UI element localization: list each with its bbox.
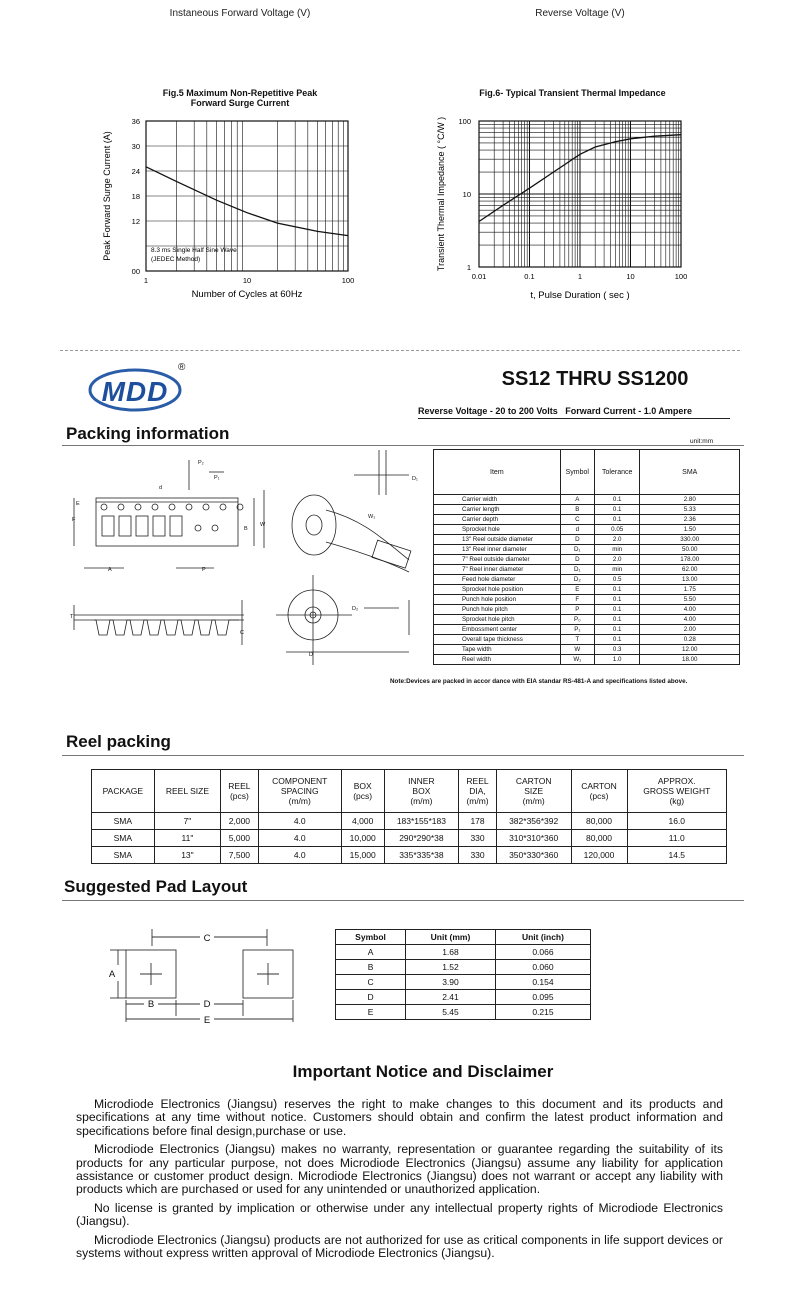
spec-cell: 0.1 bbox=[594, 625, 640, 635]
document-title: SS12 THRU SS1200 bbox=[501, 368, 689, 390]
pad-label-a: A bbox=[108, 969, 116, 980]
reel-header-cell: APPROX. GROSS WEIGHT (kg) bbox=[627, 770, 726, 813]
label-t: T bbox=[70, 614, 74, 620]
spec-cell: Tape width bbox=[434, 645, 561, 655]
reel-header-cell: PACKAGE bbox=[92, 770, 155, 813]
fig5-title-line2: Forward Surge Current bbox=[190, 98, 290, 108]
label-c: C bbox=[240, 630, 244, 636]
subtitle-current: Forward Current - 1.0 Ampere bbox=[565, 406, 692, 416]
spec-cell: 18.00 bbox=[640, 655, 740, 665]
spec-cell: C bbox=[560, 515, 594, 525]
fig6-chart bbox=[430, 96, 700, 302]
spec-cell: Punch hole pitch bbox=[434, 605, 561, 615]
reel-cell: 15,000 bbox=[341, 847, 384, 864]
reel-cell: 80,000 bbox=[571, 830, 627, 847]
spec-header-cell: Item bbox=[434, 450, 561, 495]
pad-cell: 5.45 bbox=[406, 1005, 496, 1020]
spec-cell: Carrier depth bbox=[434, 515, 561, 525]
reel-table-header bbox=[92, 770, 727, 813]
punch-hole bbox=[195, 525, 201, 531]
pad-cell: B bbox=[336, 960, 406, 975]
pad-cell: C bbox=[336, 975, 406, 990]
reel-cell: 4.0 bbox=[258, 813, 341, 830]
spec-cell: W bbox=[560, 645, 594, 655]
fig5-ytick-label: 36 bbox=[131, 117, 140, 126]
fig6-ytick-label: 100 bbox=[458, 117, 471, 126]
sprocket-hole bbox=[152, 504, 158, 510]
fig5-xtick-label: 100 bbox=[341, 276, 355, 285]
label-b: B bbox=[244, 526, 248, 532]
spec-cell: D bbox=[560, 555, 594, 565]
pad-section-rule bbox=[62, 900, 744, 901]
spec-cell: A bbox=[560, 495, 594, 505]
label-p: P bbox=[202, 567, 206, 573]
reel-cell: 290*290*38 bbox=[384, 830, 459, 847]
spec-cell: D bbox=[560, 535, 594, 545]
table-row bbox=[336, 1005, 591, 1020]
label-w: W bbox=[260, 522, 266, 528]
table-row bbox=[336, 975, 591, 990]
pad-cell: E bbox=[336, 1005, 406, 1020]
reel-cell: 4.0 bbox=[258, 830, 341, 847]
spec-cell: 1.0 bbox=[594, 655, 640, 665]
mdd-logo bbox=[88, 360, 188, 412]
table-row bbox=[434, 635, 740, 645]
spec-cell: d bbox=[560, 525, 594, 535]
fig5-ytick-label: 12 bbox=[131, 217, 140, 226]
spec-cell: 0.5 bbox=[594, 575, 640, 585]
table-row bbox=[434, 505, 740, 515]
spec-cell: P bbox=[560, 605, 594, 615]
spec-cell: Sprocket hole position bbox=[434, 585, 561, 595]
spec-header-cell: Symbol bbox=[560, 450, 594, 495]
spec-cell: 2.0 bbox=[594, 555, 640, 565]
carrier-pocket bbox=[136, 516, 148, 536]
table-row bbox=[434, 645, 740, 655]
fig5-note-line2: (JEDEC Method) bbox=[151, 256, 201, 263]
label-d-hole: d bbox=[159, 485, 163, 491]
fig5-ylabel: Peak Forward Surge Current (A) bbox=[102, 131, 112, 261]
spec-cell: Embossment center bbox=[434, 625, 561, 635]
table-row bbox=[92, 830, 727, 847]
spec-cell: 0.1 bbox=[594, 585, 640, 595]
reel-header-cell: CARTON SIZE (m/m) bbox=[496, 770, 571, 813]
spec-cell: min bbox=[594, 565, 640, 575]
pad-label-c: C bbox=[203, 933, 211, 944]
spec-cell: 1.75 bbox=[640, 585, 740, 595]
packing-section-title: Packing information bbox=[66, 424, 230, 443]
reel-cell: SMA bbox=[92, 813, 155, 830]
pad-cell: 0.066 bbox=[495, 945, 590, 960]
reel-header-cell: REEL SIZE bbox=[154, 770, 220, 813]
fig6-ytick-label: 10 bbox=[462, 190, 471, 199]
spec-cell: Sprocket hole bbox=[434, 525, 561, 535]
label-d1: D₁ bbox=[412, 476, 418, 482]
pad-cell: D bbox=[336, 990, 406, 1005]
packing-note: Note:Devices are packed in accor dance with EIA standar RS-481-A and specifications listed above. bbox=[390, 678, 688, 685]
reel-cell: 2,000 bbox=[221, 813, 259, 830]
spec-cell: 2.00 bbox=[640, 625, 740, 635]
spec-cell: 0.3 bbox=[594, 645, 640, 655]
spec-cell: 0.28 bbox=[640, 635, 740, 645]
table-row bbox=[92, 813, 727, 830]
label-p1: P₁ bbox=[214, 475, 220, 481]
reel-cell: 183*155*183 bbox=[384, 813, 459, 830]
pad-cell: 1.52 bbox=[406, 960, 496, 975]
reel-packing-table bbox=[91, 769, 727, 864]
label-e: E bbox=[76, 501, 80, 507]
spec-cell: min bbox=[594, 545, 640, 555]
spec-cell: 7" Reel outside diameter bbox=[434, 555, 561, 565]
spec-cell: Sprocket hole pitch bbox=[434, 615, 561, 625]
fig5-title bbox=[140, 88, 340, 108]
reel-header-cell: INNER BOX (m/m) bbox=[384, 770, 459, 813]
reel-cell: 7,500 bbox=[221, 847, 259, 864]
spec-cell: 5.33 bbox=[640, 505, 740, 515]
spec-cell: Punch hole position bbox=[434, 595, 561, 605]
pad-label-b: B bbox=[147, 999, 155, 1010]
sprocket-hole bbox=[186, 504, 192, 510]
unit-label: unit:mm bbox=[690, 438, 714, 445]
spec-cell: 13.00 bbox=[640, 575, 740, 585]
table-row bbox=[434, 545, 740, 555]
carrier-pocket bbox=[170, 516, 182, 536]
pad-dimension-table bbox=[335, 929, 591, 1020]
spec-cell: F bbox=[560, 595, 594, 605]
spec-cell: 2.0 bbox=[594, 535, 640, 545]
spec-cell: 330.00 bbox=[640, 535, 740, 545]
spec-table-header bbox=[434, 450, 740, 495]
pad-cell: 0.215 bbox=[495, 1005, 590, 1020]
sprocket-hole bbox=[169, 504, 175, 510]
packing-section-rule bbox=[62, 445, 744, 446]
spec-cell: Overall tape thickness bbox=[434, 635, 561, 645]
fig6-xlabel: t, Pulse Duration ( sec ) bbox=[530, 290, 630, 301]
fig6-ytick-label: 1 bbox=[466, 263, 471, 272]
logo-text: MDD bbox=[101, 376, 169, 407]
pad-cell: 0.095 bbox=[495, 990, 590, 1005]
spec-cell: Carrier length bbox=[434, 505, 561, 515]
fig6-xtick-label: 0.01 bbox=[471, 272, 487, 281]
pad-cell: 0.060 bbox=[495, 960, 590, 975]
reel-cell: 310*310*360 bbox=[496, 830, 571, 847]
pad-cell: 3.90 bbox=[406, 975, 496, 990]
fig5-chart bbox=[96, 112, 366, 302]
pad-header-cell: Unit (inch) bbox=[495, 930, 590, 945]
table-row bbox=[434, 555, 740, 565]
table-row bbox=[434, 655, 740, 665]
spec-header-cell: SMA bbox=[640, 450, 740, 495]
spec-cell: P₀ bbox=[560, 615, 594, 625]
previous-chart-xlabel-right: Reverse Voltage (V) bbox=[535, 8, 625, 19]
table-row bbox=[434, 575, 740, 585]
registered-mark: ® bbox=[178, 362, 186, 373]
table-row bbox=[434, 515, 740, 525]
table-row bbox=[336, 960, 591, 975]
fig6-xtick-label: 100 bbox=[674, 272, 688, 281]
label-a: A bbox=[108, 567, 112, 573]
spec-cell: 50.00 bbox=[640, 545, 740, 555]
reel-cell: 120,000 bbox=[571, 847, 627, 864]
spec-cell: B bbox=[560, 505, 594, 515]
spec-cell: E bbox=[560, 585, 594, 595]
reel-header-cell: REEL DIA, (m/m) bbox=[459, 770, 497, 813]
fig6-xtick-label: 0.1 bbox=[524, 272, 535, 281]
reel-cell: 4,000 bbox=[341, 813, 384, 830]
fig5-ytick-label: 30 bbox=[131, 142, 140, 151]
reel-cell: 14.5 bbox=[627, 847, 726, 864]
notice-paragraph-3: No license is granted by implication or otherwise under any intellectual property rights of Microdiode Electronics (Jiangsu). bbox=[76, 1200, 723, 1229]
reel-cell: 178 bbox=[459, 813, 497, 830]
reel-cell: 335*335*38 bbox=[384, 847, 459, 864]
spec-cell: 2.36 bbox=[640, 515, 740, 525]
pad-cell: A bbox=[336, 945, 406, 960]
spec-cell: 0.1 bbox=[594, 515, 640, 525]
spec-cell: 0.1 bbox=[594, 605, 640, 615]
notice-paragraph-4: Microdiode Electronics (Jiangsu) products are not authorized for use as critical components in life support devices or systems without express written approval of Microdiode Electronics (Jiangsu). bbox=[76, 1232, 723, 1261]
subtitle-voltage: Reverse Voltage - 20 to 200 Volts bbox=[418, 406, 558, 416]
spec-cell: 0.05 bbox=[594, 525, 640, 535]
spec-cell: 2.80 bbox=[640, 495, 740, 505]
spec-cell: W₁ bbox=[560, 655, 594, 665]
spec-cell: 1.50 bbox=[640, 525, 740, 535]
reel-cell: 10,000 bbox=[341, 830, 384, 847]
table-row bbox=[92, 847, 727, 864]
spec-cell: 178.00 bbox=[640, 555, 740, 565]
table-row bbox=[336, 945, 591, 960]
reel-header-cell: REEL (pcs) bbox=[221, 770, 259, 813]
pad-label-d: D bbox=[203, 999, 211, 1010]
previous-chart-xlabel-left: Instaneous Forward Voltage (V) bbox=[169, 8, 311, 19]
spec-cell: D₁ bbox=[560, 545, 594, 555]
table-row bbox=[434, 585, 740, 595]
fig6-xtick-label: 1 bbox=[577, 272, 583, 281]
spec-header-cell: Tolerance bbox=[594, 450, 640, 495]
sprocket-hole bbox=[220, 504, 226, 510]
reel-cell: 80,000 bbox=[571, 813, 627, 830]
table-row bbox=[434, 625, 740, 635]
pad-layout-diagram bbox=[100, 924, 320, 1029]
table-row bbox=[336, 990, 591, 1005]
notice-paragraph-2: Microdiode Electronics (Jiangsu) makes no warranty, representation or guarantee regarding the suitability of its products for any particular purpose, not does Microdiode Electronics (Jiangsu) assume any liability for application assistance or customer product design. Microdiode Electronics (Jiangsu) does not warrant or accept any liability with products which are purchased or used for any unintended or unauthorized application. bbox=[76, 1142, 723, 1197]
fig5-xtick-label: 10 bbox=[242, 276, 252, 285]
notice-title: Important Notice and Disclaimer bbox=[292, 1062, 554, 1081]
table-row bbox=[434, 535, 740, 545]
reel-cell: 13" bbox=[154, 847, 220, 864]
reel-cell: 330 bbox=[459, 847, 497, 864]
pad-header-cell: Unit (mm) bbox=[406, 930, 496, 945]
pad-header-cell: Symbol bbox=[336, 930, 406, 945]
table-row bbox=[434, 495, 740, 505]
spec-cell: 13" Reel outside diameter bbox=[434, 535, 561, 545]
spec-cell: 0.1 bbox=[594, 615, 640, 625]
fig5-title-line1: Fig.5 Maximum Non-Repetitive Peak bbox=[162, 88, 318, 98]
pad-cell: 1.68 bbox=[406, 945, 496, 960]
pad-section-title: Suggested Pad Layout bbox=[64, 877, 248, 896]
spec-cell: 0.1 bbox=[594, 595, 640, 605]
packing-diagram bbox=[64, 450, 434, 665]
reel-cell: 382*356*392 bbox=[496, 813, 571, 830]
pad-cell: 2.41 bbox=[406, 990, 496, 1005]
reel-cell: 16.0 bbox=[627, 813, 726, 830]
fig6-title: Fig.6- Typical Transient Thermal Impedance bbox=[479, 88, 666, 98]
label-d-reel: D bbox=[309, 652, 313, 658]
spec-cell: 62.00 bbox=[640, 565, 740, 575]
carrier-pocket bbox=[102, 516, 114, 536]
label-p2: P₂ bbox=[198, 460, 204, 466]
spec-cell: 0.1 bbox=[594, 495, 640, 505]
reel-cell: 330 bbox=[459, 830, 497, 847]
reel-cell: 7" bbox=[154, 813, 220, 830]
fig5-ytick-label: 00 bbox=[131, 267, 140, 276]
spec-cell: 5.50 bbox=[640, 595, 740, 605]
table-row bbox=[434, 615, 740, 625]
spec-cell: 0.1 bbox=[594, 505, 640, 515]
carrier-pocket bbox=[119, 516, 131, 536]
fig5-ytick-label: 24 bbox=[131, 167, 140, 176]
pad-label-e: E bbox=[203, 1015, 211, 1026]
spec-cell: 4.00 bbox=[640, 615, 740, 625]
punch-hole bbox=[212, 525, 218, 531]
table-row bbox=[434, 565, 740, 575]
fig6-ylabel: Transient Thermal Impedance ( °C/W ) bbox=[436, 116, 446, 272]
sprocket-hole bbox=[118, 504, 124, 510]
reel-section-title: Reel packing bbox=[66, 732, 171, 751]
document-subtitle bbox=[418, 406, 730, 416]
spec-cell: 0.1 bbox=[594, 635, 640, 645]
carrier-pocket bbox=[153, 516, 165, 536]
fig5-xtick-label: 1 bbox=[143, 276, 149, 285]
table-row bbox=[434, 605, 740, 615]
reel-cell: 11.0 bbox=[627, 830, 726, 847]
spec-cell: Feed hole diameter bbox=[434, 575, 561, 585]
reel-cell: 4.0 bbox=[258, 847, 341, 864]
fig5-note-line1: 8.3 ms Single Half Sine Wave bbox=[151, 247, 237, 254]
sprocket-hole bbox=[203, 504, 209, 510]
header-rule bbox=[418, 418, 730, 419]
reel-section-rule bbox=[62, 755, 744, 756]
notice-paragraph-1: Microdiode Electronics (Jiangsu) reserves the right to make changes to this document and its products and specifications at any time without notice. Customers should obtain and confirm the latest product information and specifications before final design,purchase or use. bbox=[76, 1097, 723, 1138]
label-w1: W₁ bbox=[368, 514, 376, 520]
reel-header-cell: BOX (pcs) bbox=[341, 770, 384, 813]
reel-header-cell: COMPONENT SPACING (m/m) bbox=[258, 770, 341, 813]
label-d2: D₂ bbox=[352, 606, 359, 612]
spec-cell: 12.00 bbox=[640, 645, 740, 655]
spec-cell: Carrier width bbox=[434, 495, 561, 505]
sprocket-hole bbox=[135, 504, 141, 510]
fig6-xtick-label: 10 bbox=[626, 272, 635, 281]
spec-cell: 13" Reel inner diameter bbox=[434, 545, 561, 555]
reel-cell: 350*330*360 bbox=[496, 847, 571, 864]
reel-cell: SMA bbox=[92, 847, 155, 864]
spec-cell: T bbox=[560, 635, 594, 645]
reel-header-cell: CARTON (pcs) bbox=[571, 770, 627, 813]
reel-cell: 5,000 bbox=[221, 830, 259, 847]
spec-cell: D₂ bbox=[560, 575, 594, 585]
spec-cell: Reel width bbox=[434, 655, 561, 665]
spec-cell: 4.00 bbox=[640, 605, 740, 615]
label-f: F bbox=[72, 517, 76, 523]
packing-spec-table bbox=[433, 449, 740, 665]
pad-table-header bbox=[336, 930, 591, 945]
pad-cell: 0.154 bbox=[495, 975, 590, 990]
notice-body bbox=[76, 1098, 723, 1265]
sprocket-hole bbox=[101, 504, 107, 510]
spec-cell: D₁ bbox=[560, 565, 594, 575]
table-row bbox=[434, 595, 740, 605]
page-separator bbox=[60, 350, 740, 351]
spec-cell: 7" Reel inner diameter bbox=[434, 565, 561, 575]
spec-cell: P₁ bbox=[560, 625, 594, 635]
table-row bbox=[434, 525, 740, 535]
fig5-xlabel: Number of Cycles at 60Hz bbox=[191, 289, 303, 300]
reel-cell: SMA bbox=[92, 830, 155, 847]
fig5-ytick-label: 18 bbox=[131, 192, 140, 201]
reel-cell: 11" bbox=[154, 830, 220, 847]
